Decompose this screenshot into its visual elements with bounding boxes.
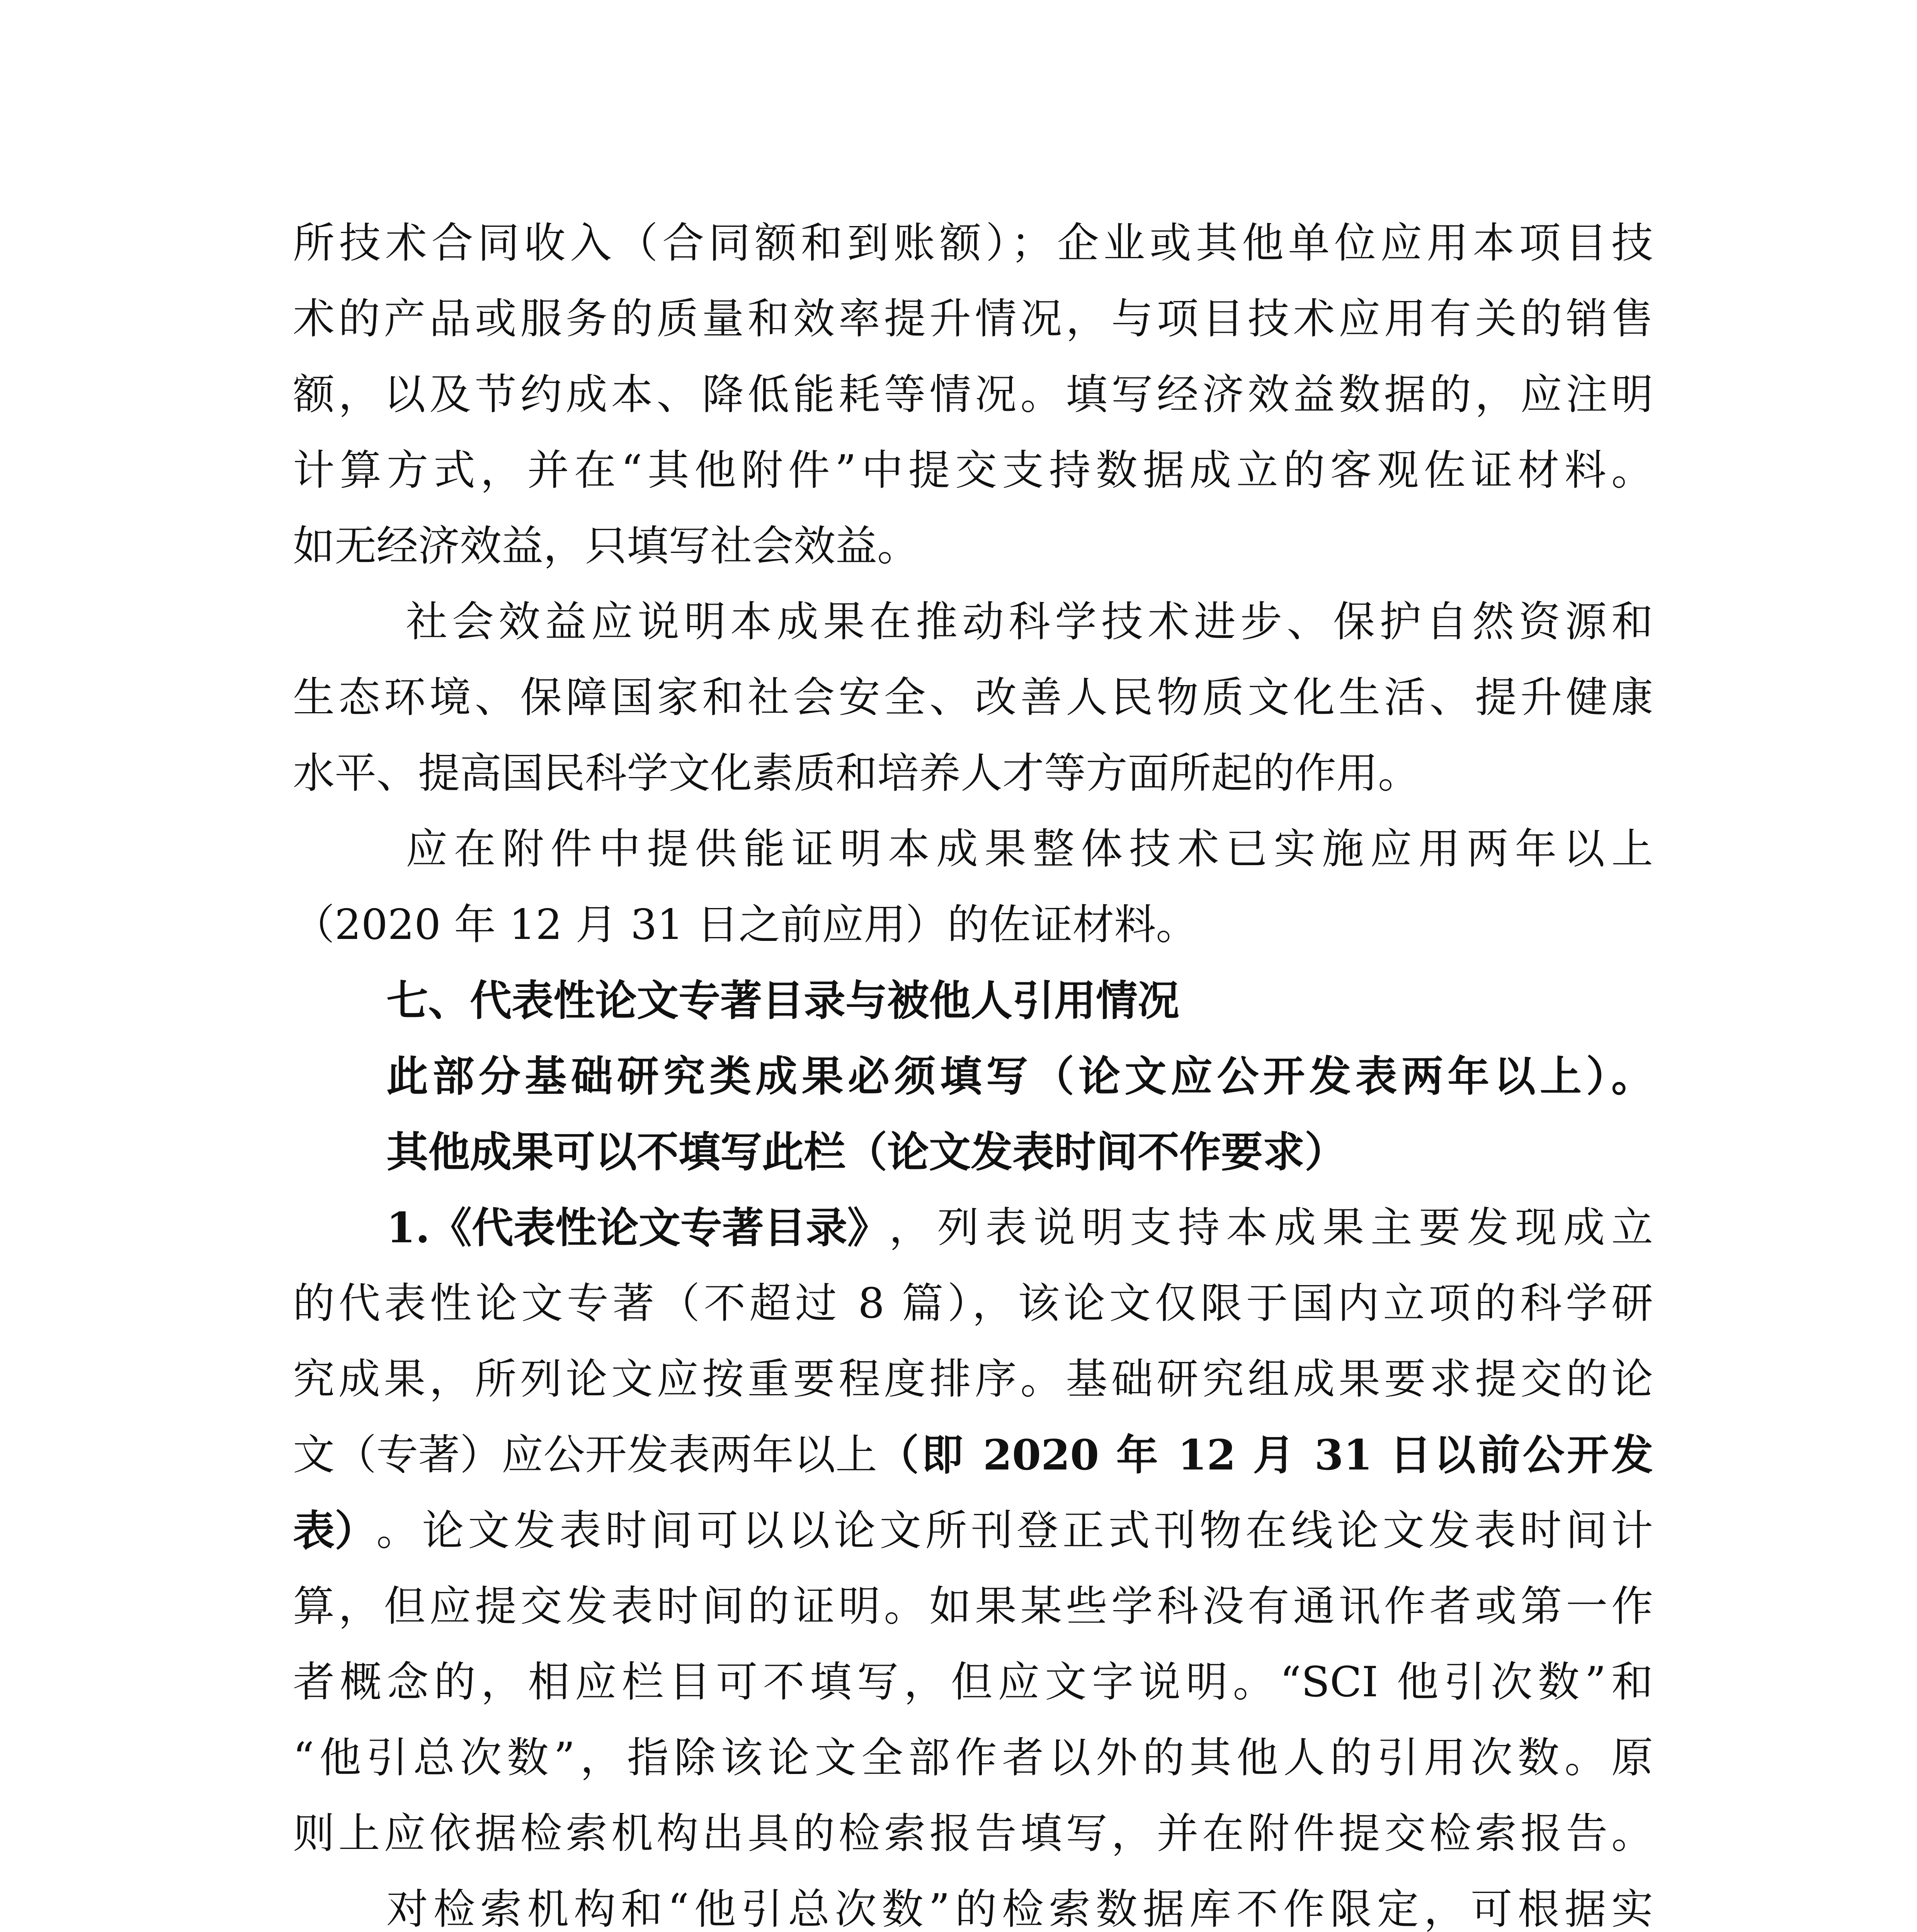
text-line: 生态环境、保障国家和社会安全、改善人民物质文化生活、提升健康 [293, 673, 1653, 722]
text-fragment: 。论文发表时间可以以论文所刊登正式刊物在线论文发表时间计 [376, 1507, 1653, 1555]
text-line: 术的产品或服务的质量和效率提升情况，与项目技术应用有关的销售 [293, 295, 1653, 343]
text-line-mixed [386, 1201, 1653, 1255]
section-heading: 七、代表性论文专著目录与被他人引用情况 [386, 976, 1180, 1025]
text-fragment: ，列表说明支持本成果主要发现成立 [889, 1204, 1653, 1252]
text-line-mixed [293, 1504, 1653, 1558]
text-line: 则上应依据检索机构出具的检索报告填写，并在附件提交检索报告。 [293, 1810, 1653, 1858]
text-line: “他引总次数”，指除该论文全部作者以外的其他人的引用次数。原 [293, 1734, 1653, 1782]
text-line: 如无经济效益，只填写社会效益。 [293, 522, 919, 570]
text-line: 所技术合同收入（合同额和到账额）；企业或其他单位应用本项目技 [293, 219, 1653, 267]
bold-note-line: 其他成果可以不填写此栏（论文发表时间不作要求） [386, 1128, 1347, 1177]
bold-fragment: （即 2020 年 12 月 31 日以前公开发 [877, 1431, 1653, 1480]
text-line: 对检索机构和“他引总次数”的检索数据库不作限定，可根据实 [386, 1885, 1653, 1932]
bold-note-line: 此部分基础研究类成果必须填写（论文应公开发表两年以上）。 [386, 1052, 1653, 1101]
text-line: （2020 年 12 月 31 日之前应用）的佐证材料。 [293, 901, 1198, 949]
text-line: 算，但应提交发表时间的证明。如果某些学科没有通讯作者或第一作 [293, 1582, 1653, 1631]
text-line-mixed [293, 1428, 1653, 1482]
text-line: 水平、提高国民科学文化素质和培养人才等方面所起的作用。 [293, 749, 1420, 798]
bold-title: 1.《代表性论文专著目录》 [386, 1204, 889, 1252]
text-line: 者概念的，相应栏目可不填写，但应文字说明。“SCI 他引次数”和 [293, 1658, 1653, 1706]
text-line: 社会效益应说明本成果在推动科学技术进步、保护自然资源和 [406, 598, 1653, 646]
text-line: 应在附件中提供能证明本成果整体技术已实施应用两年以上 [406, 825, 1653, 873]
text-fragment: 文（专著）应公开发表两年以上 [293, 1431, 878, 1479]
bold-fragment: 表） [293, 1507, 377, 1555]
text-line: 额，以及节约成本、降低能耗等情况。填写经济效益数据的，应注明 [293, 371, 1653, 419]
text-line: 计算方式，并在“其他附件”中提交支持数据成立的客观佐证材料。 [293, 446, 1653, 495]
text-line: 的代表性论文专著（不超过 8 篇），该论文仅限于国内立项的科学研 [293, 1279, 1653, 1328]
text-line: 究成果，所列论文应按重要程度排序。基础研究组成果要求提交的论 [293, 1355, 1653, 1403]
